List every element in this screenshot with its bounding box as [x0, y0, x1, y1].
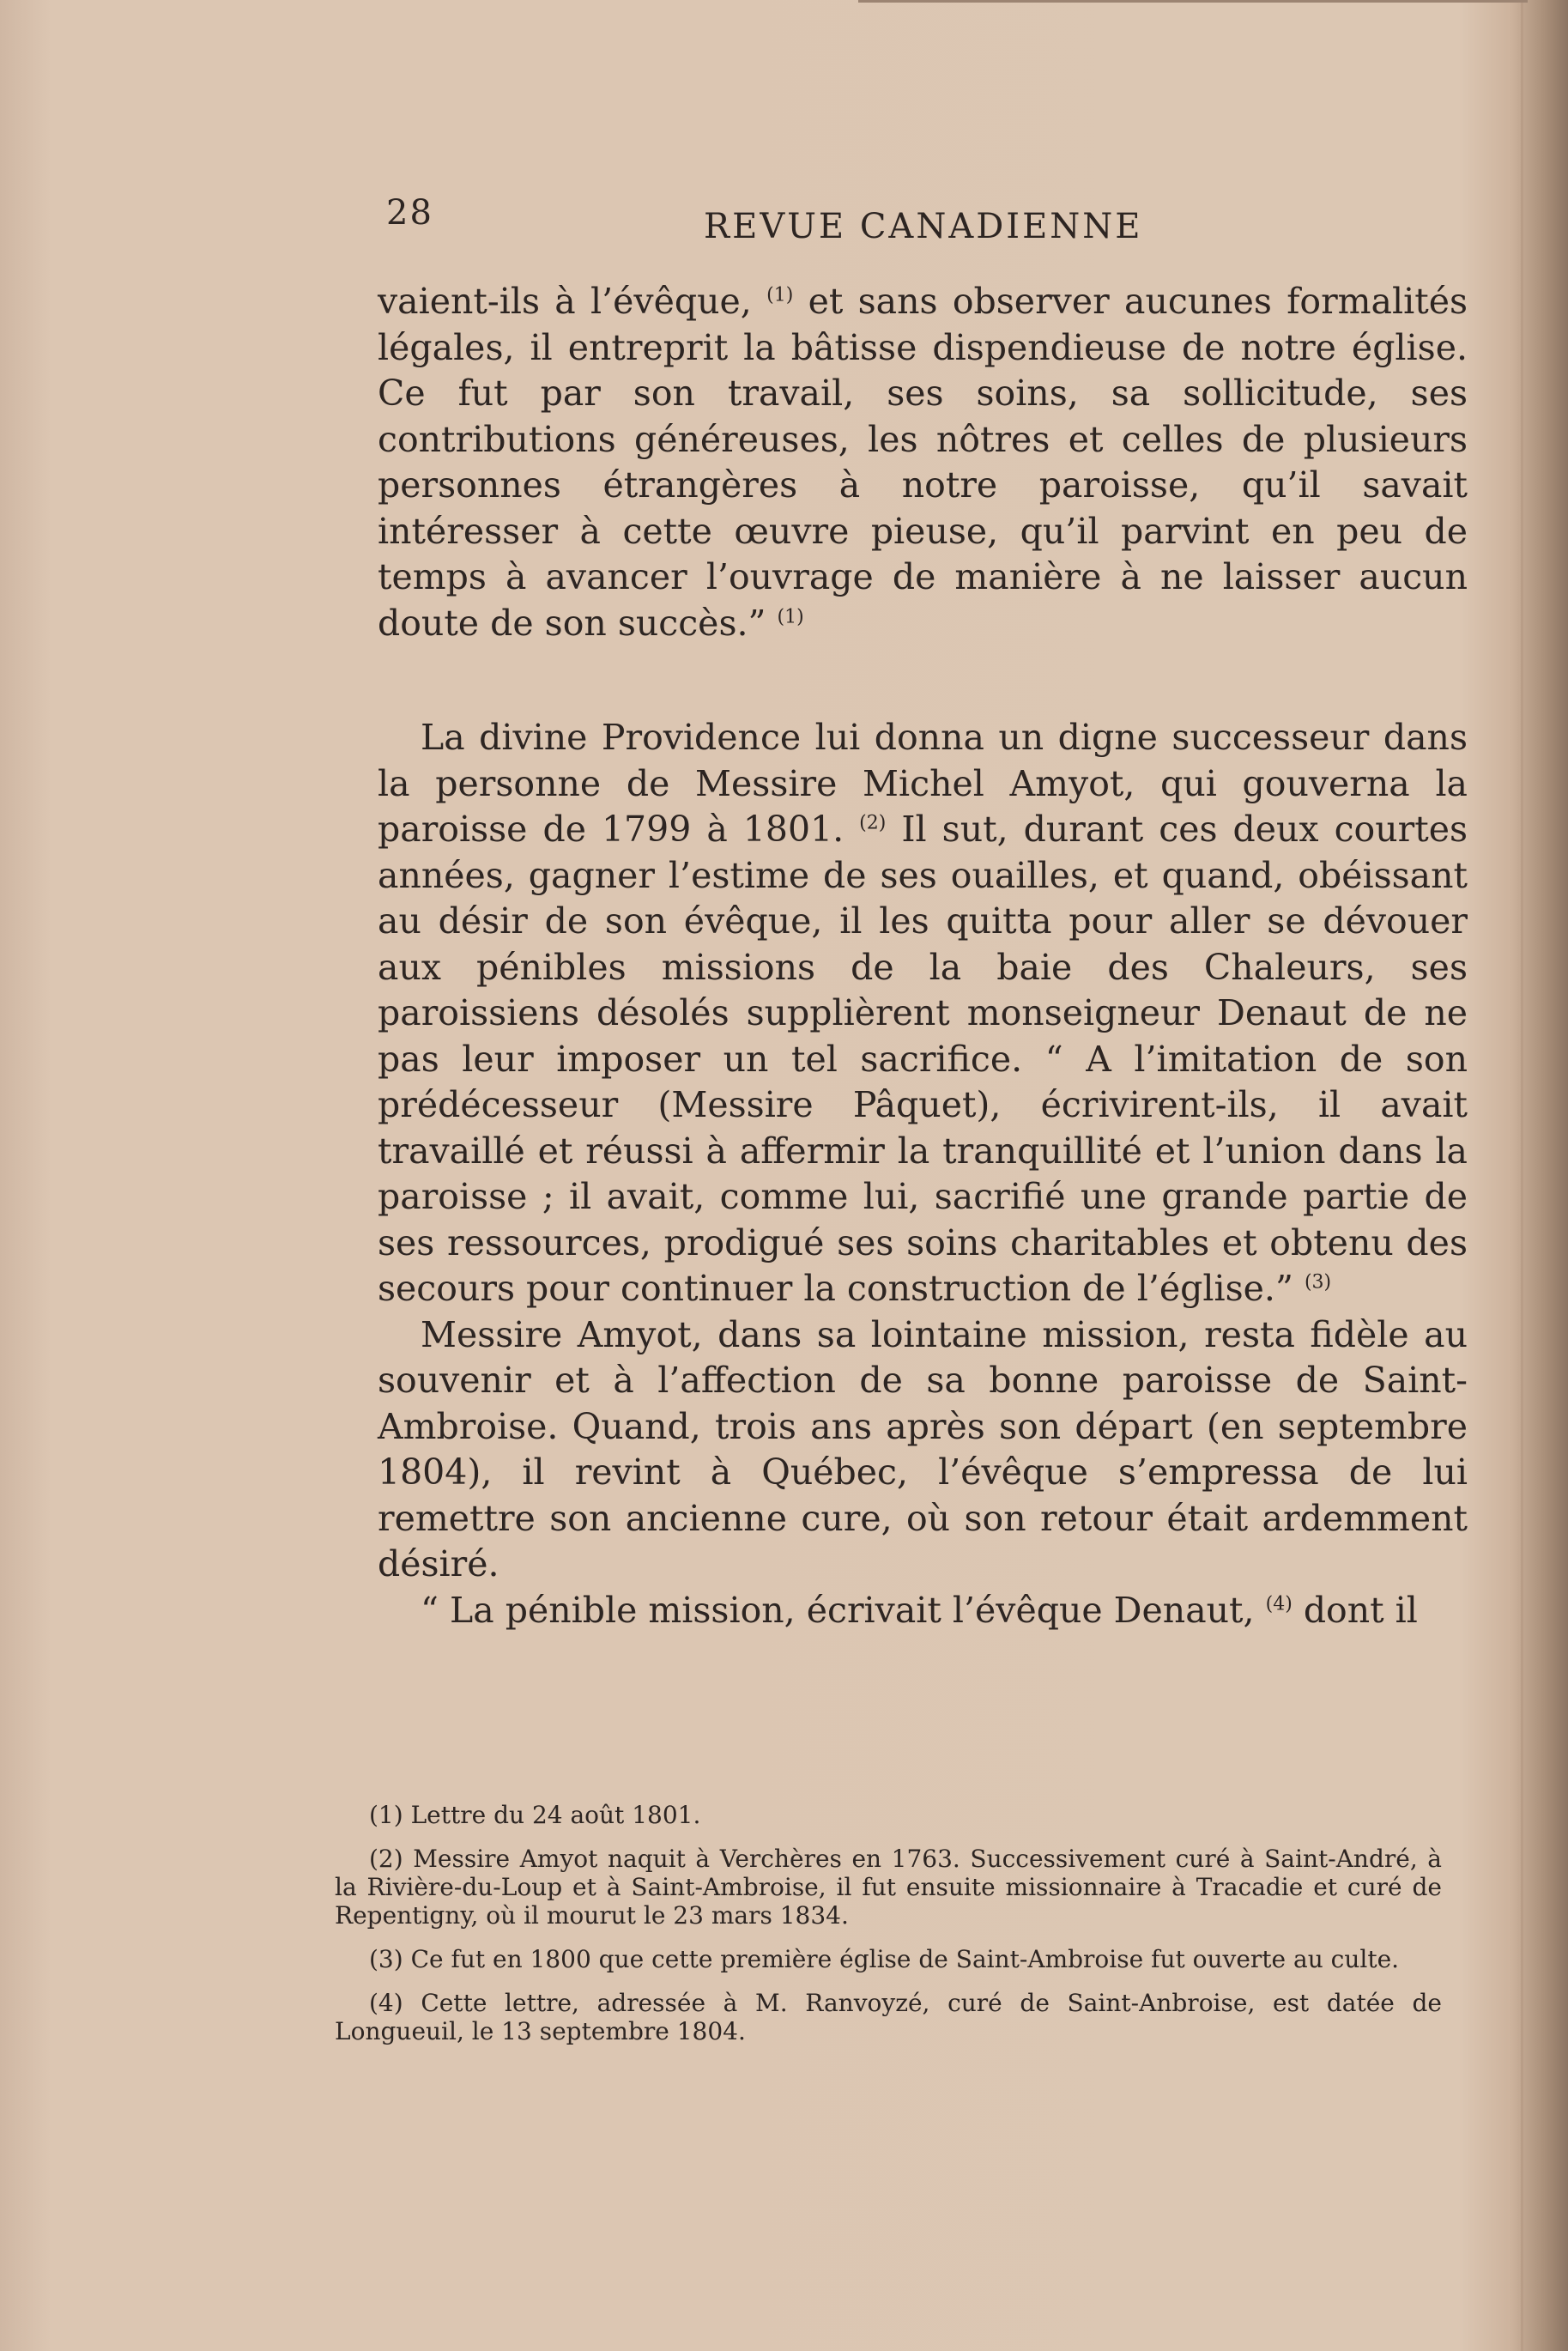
footnotes — [335, 1801, 1442, 2061]
footnote-ref: (2) — [859, 812, 887, 834]
paragraph — [378, 279, 1468, 646]
page-number: 28 — [386, 193, 433, 233]
paragraph — [378, 1588, 1468, 1634]
paragraph-text: et sans observer aucunes formalités légales, il entreprit la bâtisse dispendieuse de notre église. Ce fut par son travail, ses soins, sa sollicitude, ses contributions généreuses, les nôtres et celles de plusieurs personnes étrangères à notre paroisse, qu’il savait intéresser à cette œuvre pieuse, qu’il parvint en peu de temps à avancer l’ouvrage de manière à ne laisser aucun doute de son succès.” — [378, 281, 1468, 644]
paragraph-text: La divine Providence lui donna un digne successeur dans la personne de Messire Michel Amyot, qui gouverna la paroisse de 1799 à 1801. — [378, 717, 1468, 850]
footnote-ref: (1) — [777, 605, 804, 627]
footnote: (4) Cette lettre, adressée à M. Ranvoyzé, curé de Saint-Anbroise, est datée de Longueuil, le 13 septembre 1804. — [335, 1989, 1442, 2045]
body-text — [378, 279, 1468, 1633]
paragraph-text: Messire Amyot, dans sa lointaine mission, resta fidèle au souvenir et à l’affection de sa bonne paroisse de Saint-Ambroise. Quand, trois ans après son départ (en septembre 1804), il revint à Québec, l’évêque s’empressa de lui remettre son ancienne cure, où son retour était ardemment désiré. — [378, 1313, 1468, 1585]
footnote-ref: (4) — [1265, 1592, 1293, 1615]
footnote: (2) Messire Amyot naquit à Verchères en 1763. Successivement curé à Saint-André, à la Rivière-du-Loup et à Saint-Ambroise, il fut ensuite missionnaire à Tracadie et curé de Repentigny, où il mourut le 23 mars 1834. — [335, 1845, 1442, 1930]
book-gutter — [1521, 0, 1523, 2351]
paragraph-text: “ La pénible mission, écrivait l’évêque Denaut, — [421, 1589, 1266, 1631]
footnote: (3) Ce fut en 1800 que cette première église de Saint-Ambroise fut ouverte au culte. — [369, 1945, 1400, 1973]
paragraph-text: Il sut, durant ces deux courtes années, gagner l’estime de ses ouailles, et quand, obéissant au désir de son évêque, il les quitta pour aller se dévouer aux pénibles missions de la baie des Chaleurs, ses paroissiens désolés supplièrent monseigneur Denaut de ne pas leur imposer un tel sacrifice. “ A l’imitation de son prédécesseur (Messire Pâquet), écrivirent-ils, il avait travaillé et réussi à affermir la tranquillité et l’union dans la paroisse ; il avait, comme lui, sacrifié une grande partie de ses ressources, prodigué ses soins charitables et obtenu des secours pour continuer la construction de l’église.” — [378, 809, 1468, 1309]
paragraph — [378, 1312, 1468, 1588]
running-title: REVUE CANADIENNE — [704, 207, 1143, 246]
running-header — [386, 193, 1176, 245]
paragraph — [378, 715, 1468, 1312]
page-edge — [858, 0, 1528, 3]
paragraph-text: dont il — [1292, 1589, 1418, 1631]
paragraph-text: vaient-ils à l’évêque, — [378, 281, 767, 322]
footnote-ref: (1) — [766, 284, 794, 306]
footnote-ref: (3) — [1304, 1271, 1332, 1294]
footnote: (1) Lettre du 24 août 1801. — [369, 1801, 701, 1829]
